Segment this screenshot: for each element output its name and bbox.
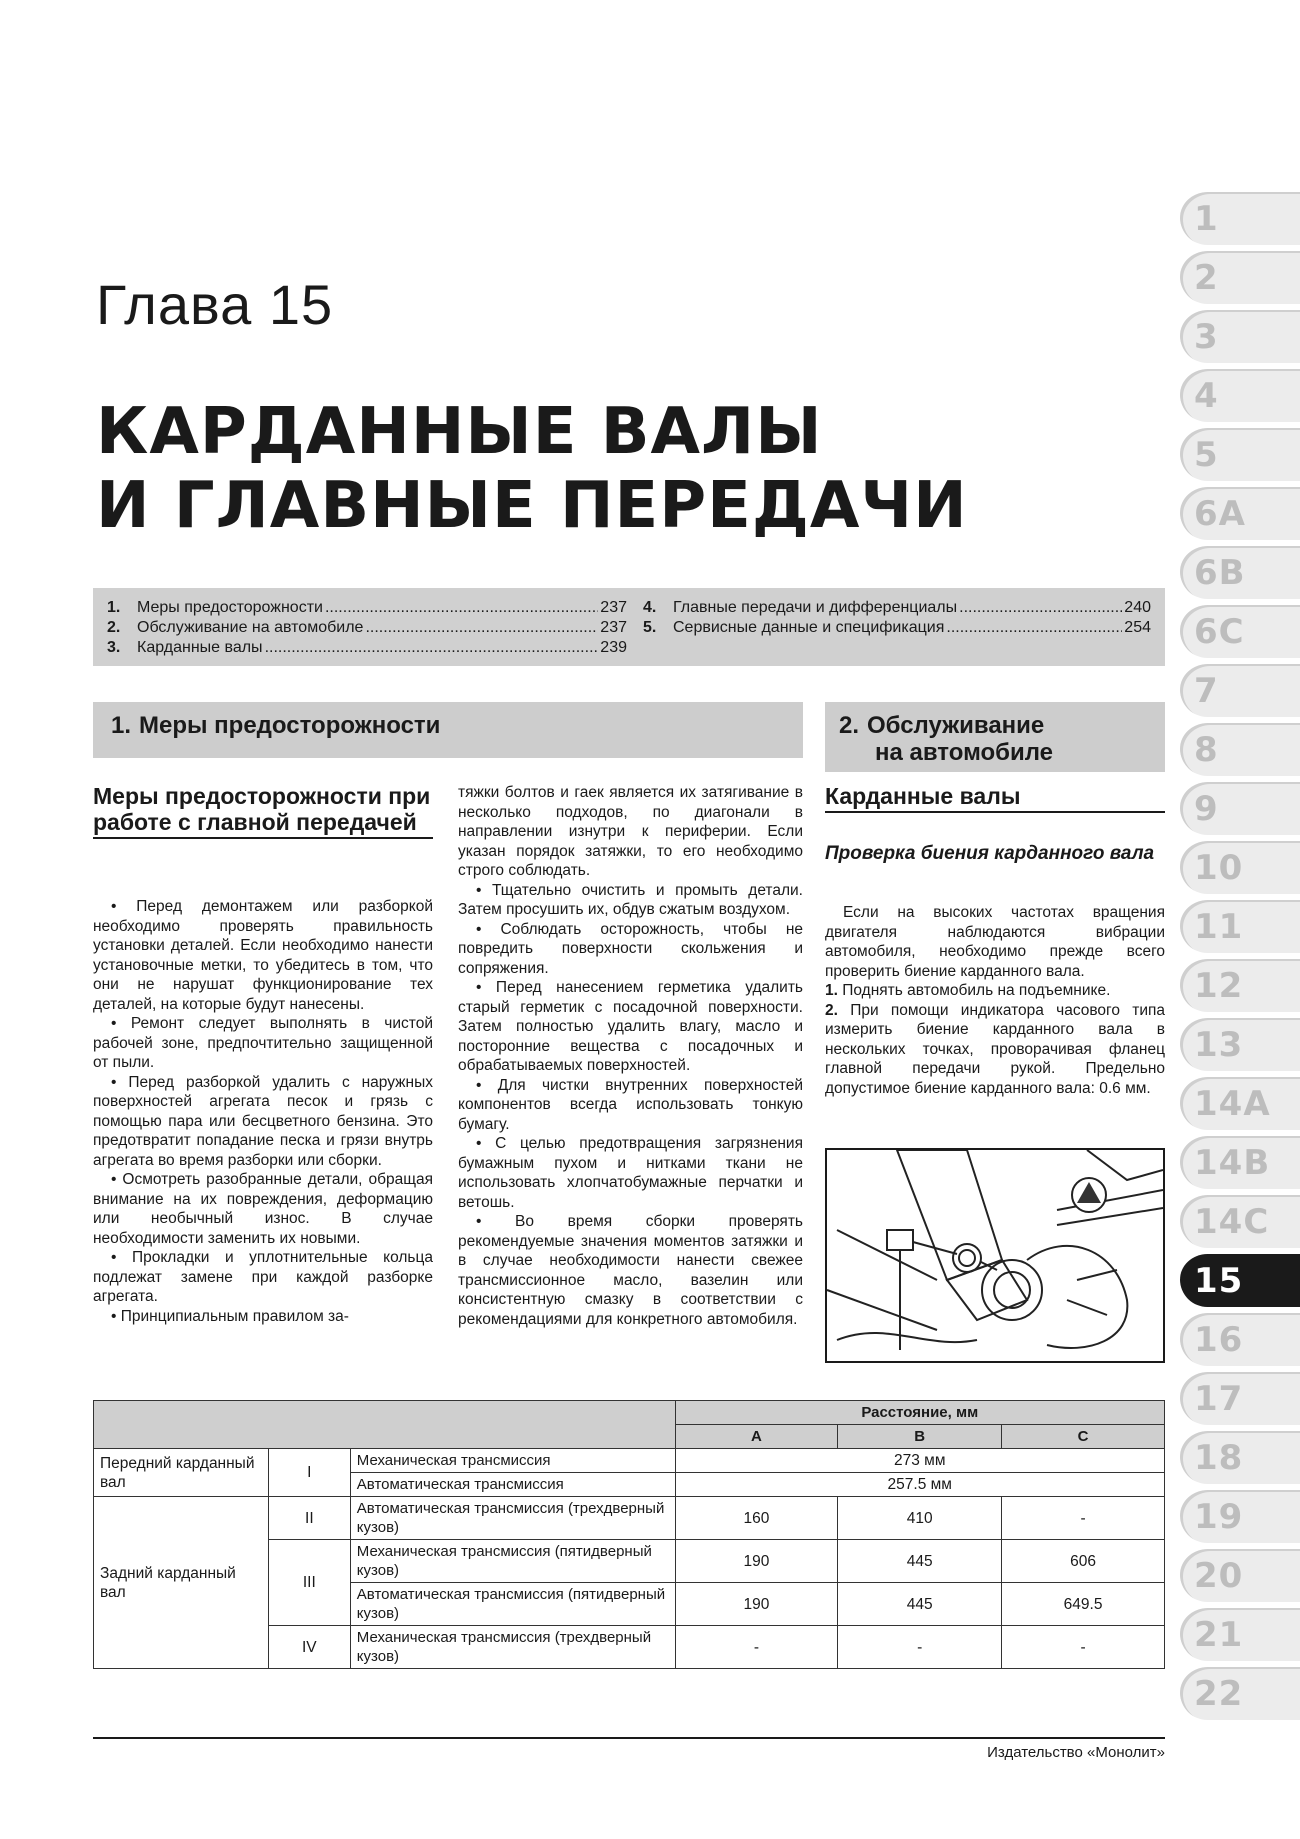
paragraph: • Во время сборки проверять рекомендуемые значения моментов затяжки и в случае необходимости нанести свежее трансмиссионное масло, вазелин или консистентную смазку в соответствии с рекомендациями для конкретного автомобиля. [458,1213,803,1328]
chapter-tab[interactable]: 18 [1180,1429,1300,1484]
toc-entry[interactable] [107,598,627,618]
chapter-title-line1: КАРДАННЫЕ ВАЛЫ [96,395,823,469]
step-2 [825,1001,1165,1099]
brand-logo-icon [1072,1178,1106,1212]
chapter-tab[interactable]: 22 [1180,1665,1300,1720]
step-number: 2. [825,1001,838,1019]
toc-entry[interactable] [643,598,1151,618]
chapter-title-line2: И ГЛАВНЫЕ ПЕРЕДАЧИ [96,469,968,543]
shaft-label: Передний карданный вал [94,1449,269,1497]
toc-text: Сервисные данные и спецификация [673,619,945,636]
roman-numeral: IV [268,1626,350,1669]
chapter-label: Глава 15 [96,273,334,336]
header-col-b: B [838,1425,1002,1449]
runout-check-heading: Проверка биения карданного вала [825,843,1155,864]
toc-page: 239 [600,639,627,656]
step-number: 1. [825,982,838,999]
chapter-tab[interactable]: 5 [1180,426,1300,481]
chapter-tab[interactable]: 2 [1180,249,1300,304]
table-header-row [94,1401,1165,1425]
roman-numeral: I [268,1449,350,1497]
paragraph: • Соблюдать осторожность, чтобы не повредить поверхности скольжения и сопряжения. [458,920,803,977]
paragraph: Если на высоких частотах вращения двигателя наблюдаются вибрации автомобиля, необходимо прежде всего проверить биение карданного вала. [825,904,1165,980]
chapter-tab[interactable]: 6C [1180,603,1300,658]
shaft-label: Задний карданный вал [94,1497,269,1669]
paragraph: • Для чистки внутренних поверхностей компонентов всегда использовать тонкую бумагу. [458,1076,803,1133]
step-1 [825,981,1165,1001]
section-title: Меры предосторожности [139,712,441,739]
toc-text: Меры предосторожности [137,599,323,616]
paragraph: • Тщательно очистить и промыть детали. Затем просушить их, обдув сжатым воздухом. [458,881,803,918]
header-blank-cell [94,1401,676,1449]
paragraph: • Перед нанесением герметика удалить старый герметик с посадочной поверхности. Затем полностью удалить влагу, масло и посторонние вещества с посадочных и обрабатываемых поверхностей. [458,979,803,1074]
value-c: - [1002,1626,1165,1669]
transmission-type: Механическая трансмиссия (пятидверный кузов) [350,1540,675,1583]
chapter-tab[interactable]: 16 [1180,1311,1300,1366]
chapter-tab[interactable]: 21 [1180,1606,1300,1661]
value-c: 606 [1002,1540,1165,1583]
chapter-tab[interactable]: 4 [1180,367,1300,422]
chapter-tab[interactable]: 3 [1180,308,1300,363]
transmission-type: Механическая трансмиссия (трехдверный кузов) [350,1626,675,1669]
value-b: 445 [838,1583,1002,1626]
step-text: Поднять автомобиль на подъемнике. [842,982,1111,999]
text-column-1 [93,897,433,1326]
chapter-tab[interactable]: 17 [1180,1370,1300,1425]
header-distance: Расстояние, мм [675,1401,1165,1425]
header-col-a: A [675,1425,838,1449]
paragraph: • Осмотреть разобранные детали, обращая внимание на их повреждения, деформацию или необычный износ. В случае необходимости заменить их новыми. [93,1171,433,1247]
illustration-drawing [827,1150,1163,1361]
paragraph: тяжки болтов и гаек является их затягивание в несколько подходов, по диагонали в направлении изнутри к периферии. Если указан порядок затяжки, то его необходимо строго соблюдать. [458,784,803,879]
toc-page: 240 [1124,599,1151,616]
chapter-tab[interactable]: 6A [1180,485,1300,540]
paragraph: • Перед разборкой удалить с наружных поверхностей агрегата песок и грязь с помощью пара или бесцветного бензина. Это предотвратит попадание песка и грязи внутрь агрегата во время разборки или сборки. [93,1073,433,1169]
toc-num: 2. [107,619,121,636]
toc-entry[interactable] [107,618,627,638]
toc-column-left [107,598,627,658]
toc-num: 1. [107,599,121,616]
chapter-tab[interactable]: 7 [1180,662,1300,717]
chapter-tab[interactable]: 6B [1180,544,1300,599]
value-b: 445 [838,1540,1002,1583]
chapter-tab[interactable]: 13 [1180,1016,1300,1071]
toc-num: 5. [643,619,657,636]
section-number: 1. [111,712,132,739]
toc-num: 4. [643,599,657,616]
chapter-tab[interactable]: 8 [1180,721,1300,776]
toc-num: 3. [107,639,121,656]
section-title-line1: Обслуживание [867,712,1045,739]
toc-entry[interactable] [107,638,627,658]
roman-numeral: III [268,1540,350,1626]
merged-value: 273 мм [675,1449,1165,1473]
value-c: 649.5 [1002,1583,1165,1626]
value-c: - [1002,1497,1165,1540]
paragraph: • Принципиальным правилом за- [111,1307,349,1325]
paragraph: • Прокладки и уплотнительные кольца подлежат замене при каждой разборке агрегата. [93,1249,433,1305]
value-a: 190 [675,1583,838,1626]
section-title-line2: на автомобиле [875,739,1054,766]
toc-entry[interactable] [643,618,1151,638]
table-of-contents [93,588,1165,666]
toc-page: 254 [1124,619,1151,636]
chapter-tab[interactable]: 20 [1180,1547,1300,1602]
chapter-tab[interactable]: 19 [1180,1488,1300,1543]
table-row [94,1497,1165,1540]
transmission-type: Автоматическая трансмиссия [350,1473,675,1497]
precautions-subheading: Меры предосторожности при работе с главной передачей [93,783,433,839]
section-1-header [93,702,803,758]
section-2-header [825,702,1165,772]
distance-spec-table [93,1400,1165,1669]
chapter-tab[interactable]: 14C [1180,1193,1300,1248]
value-a: 160 [675,1497,838,1540]
transmission-type: Автоматическая трансмиссия (трехдверный кузов) [350,1497,675,1540]
value-a: - [675,1626,838,1669]
transmission-type: Автоматическая трансмиссия (пятидверный кузов) [350,1583,675,1626]
paragraph: • Ремонт следует выполнять в чистой рабочей зоне, предпочтительно защищенной от пыли. [93,1015,433,1071]
chapter-tab[interactable]: 12 [1180,957,1300,1012]
paragraph: • Перед демонтажем или разборкой необходимо проверять правильность установки деталей. Если необходимо нанести установочные метки, то убедитесь в том, что они не нарушат функционирование тех деталей, на которые будут нанесены. [93,898,433,1013]
footer-divider [93,1737,1165,1739]
table-row [94,1449,1165,1473]
chapter-tab[interactable]: 14A [1180,1075,1300,1130]
value-b: - [838,1626,1002,1669]
chapter-tab[interactable]: 14B [1180,1134,1300,1189]
driveshaft-runout-illustration [825,1148,1165,1363]
value-a: 190 [675,1540,838,1583]
chapter-tab-active[interactable]: 15 [1180,1252,1300,1307]
publisher-footer: Издательство «Монолит» [987,1744,1165,1761]
transmission-type: Механическая трансмиссия [350,1449,675,1473]
section-number: 2. [839,712,860,739]
value-b: 410 [838,1497,1002,1540]
toc-page: 237 [600,619,627,636]
toc-text: Карданные валы [137,639,263,656]
toc-text: Главные передачи и дифференциалы [673,599,958,616]
toc-text: Обслуживание на автомобиле [137,619,364,636]
chapter-tab[interactable]: 9 [1180,780,1300,835]
paragraph: • С целью предотвращения загрязнения бумажным пухом и нитками ткани не использовать хлопчатобумажные перчатки и ветошь. [458,1135,803,1211]
header-col-c: C [1002,1425,1165,1449]
merged-value: 257.5 мм [675,1473,1165,1497]
driveshafts-subheading: Карданные валы [825,783,1165,813]
roman-numeral: II [268,1497,350,1540]
text-column-3 [825,903,1165,1098]
text-column-2 [458,783,803,1329]
toc-page: 237 [600,599,627,616]
chapter-tab[interactable]: 11 [1180,898,1300,953]
chapter-tab[interactable]: 1 [1180,190,1300,245]
toc-column-right [643,598,1151,638]
chapter-tab[interactable]: 10 [1180,839,1300,894]
chapter-title [96,395,968,543]
step-text: При помощи индикатора часового типа измерить биение карданного вала в нескольких точках, проворачивая фланец главной передачи рукой. Предельно допустимое биение карданного вала: 0.6 мм. [825,1001,1165,1097]
